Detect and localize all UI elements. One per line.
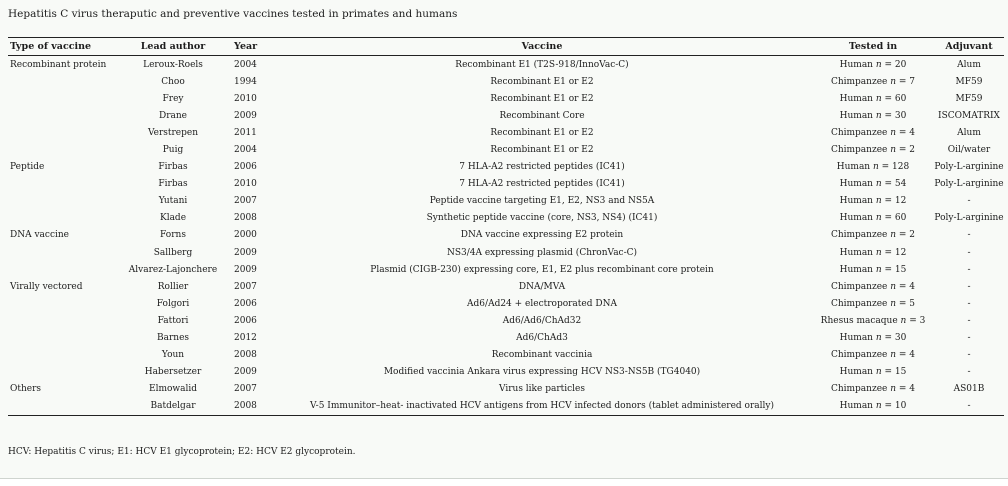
- cell-author: Youn: [161, 350, 185, 361]
- cell-adjuvant: MF59: [955, 76, 983, 87]
- cell-vaccine: 7 HLA-A2 restricted peptides (IC41): [459, 179, 625, 190]
- cell-author: Klade: [159, 213, 187, 224]
- table-row: [8, 90, 1004, 107]
- cell-tested: Chimpanzee n = 2: [830, 145, 916, 156]
- cell-vaccine: Recombinant E1 or E2: [490, 145, 594, 156]
- cell-adjuvant: -: [967, 350, 971, 361]
- cell-year: 2004: [234, 145, 257, 156]
- cell-type: Virally vectored: [10, 281, 83, 292]
- cell-author: Leroux-Roels: [143, 59, 203, 70]
- header-tested: Tested in: [812, 38, 934, 56]
- cell-year: 2010: [234, 93, 257, 104]
- cell-type: [8, 73, 118, 90]
- cell-adjuvant: -: [967, 367, 971, 378]
- cell-type: [8, 193, 118, 210]
- header-vaccine: Vaccine: [272, 38, 812, 56]
- cell-vaccine: Ad6/Ad6/ChAd32: [502, 315, 582, 326]
- cell-tested: Chimpanzee n = 4: [830, 350, 916, 361]
- cell-year: 2007: [234, 196, 257, 207]
- cell-adjuvant: Poly-L-arginine: [934, 179, 1004, 190]
- cell-type: [8, 364, 118, 381]
- table-caption: Hepatitis C virus theraputic and preventive vaccines tested in primates and humans: [8, 8, 458, 20]
- cell-vaccine: Peptide vaccine targeting E1, E2, NS3 and NS5A: [429, 196, 655, 207]
- cell-adjuvant: AS01B: [953, 384, 985, 395]
- cell-year: 2009: [234, 247, 257, 258]
- table-row: [8, 176, 1004, 193]
- cell-tested: Human n = 128: [836, 162, 910, 173]
- cell-adjuvant: -: [934, 398, 1004, 416]
- cell-tested: Human n = 60: [839, 213, 907, 224]
- table-row: [8, 381, 1004, 398]
- cell-year: 2004: [234, 59, 257, 70]
- cell-vaccine: Virus like particles: [499, 384, 585, 395]
- cell-adjuvant: -: [967, 196, 971, 207]
- table-row: [8, 227, 1004, 244]
- cell-vaccine: Recombinant E1 or E2: [490, 76, 594, 87]
- cell-year: 2006: [234, 298, 257, 309]
- cell-year: 2009: [234, 367, 257, 378]
- table-row: [8, 398, 1004, 416]
- cell-tested: Human n = 10: [812, 398, 934, 416]
- table-row: [8, 364, 1004, 381]
- cell-adjuvant: ISCOMATRIX: [938, 110, 1000, 121]
- cell-year: 2009: [234, 264, 257, 275]
- table-row: [8, 210, 1004, 227]
- table-row: [8, 312, 1004, 329]
- cell-tested: Chimpanzee n = 7: [830, 76, 916, 87]
- cell-tested: Rhesus macaque n = 3: [820, 315, 926, 326]
- cell-adjuvant: -: [967, 281, 971, 292]
- cell-author: Elmowalid: [149, 384, 197, 395]
- table-row: [8, 347, 1004, 364]
- cell-vaccine: Synthetic peptide vaccine (core, NS3, NS4) (IC41): [426, 213, 658, 224]
- cell-type: [8, 90, 118, 107]
- cell-vaccine: Plasmid (CIGB-230) expressing core, E1, E2 plus recombinant core protein: [370, 264, 714, 275]
- cell-adjuvant: Alum: [957, 59, 981, 70]
- cell-adjuvant: -: [967, 264, 971, 275]
- cell-type: [8, 124, 118, 141]
- table-row: [8, 261, 1004, 278]
- cell-year: 2008: [234, 213, 257, 224]
- cell-year: 2006: [234, 315, 257, 326]
- cell-type: [8, 141, 118, 158]
- cell-type: [8, 261, 118, 278]
- cell-tested: Chimpanzee n = 5: [830, 298, 916, 309]
- cell-author: Forns: [160, 230, 186, 241]
- header-type: Type of vaccine: [8, 38, 118, 56]
- cell-author: Fattori: [157, 315, 189, 326]
- cell-author: Sallberg: [153, 247, 193, 258]
- cell-adjuvant: -: [967, 247, 971, 258]
- cell-vaccine: NS3/4A expressing plasmid (ChronVac-C): [446, 247, 638, 258]
- cell-tested: Chimpanzee n = 4: [830, 281, 916, 292]
- cell-adjuvant: MF59: [955, 93, 983, 104]
- cell-year: 2011: [234, 127, 257, 138]
- cell-type: [8, 210, 118, 227]
- cell-year: 2012: [234, 333, 257, 344]
- cell-adjuvant: -: [967, 333, 971, 344]
- cell-type: [8, 312, 118, 329]
- cell-tested: Human n = 54: [839, 179, 907, 190]
- table-row: [8, 278, 1004, 295]
- table-row: [8, 295, 1004, 312]
- cell-tested: Human n = 30: [839, 333, 907, 344]
- cell-vaccine: Recombinant E1 (T2S-918/InnoVac-C): [455, 59, 629, 70]
- cell-tested: Human n = 30: [839, 110, 907, 121]
- header-author: Lead author: [118, 38, 228, 56]
- cell-type: [8, 398, 118, 416]
- header-year: Year: [228, 38, 272, 56]
- cell-author: Drane: [158, 110, 187, 121]
- cell-type: [8, 244, 118, 261]
- cell-year: 1994: [234, 76, 257, 87]
- cell-year: 2007: [234, 384, 257, 395]
- cell-year: 2008: [228, 398, 272, 416]
- cell-adjuvant: -: [967, 298, 971, 309]
- cell-year: 2000: [234, 230, 257, 241]
- cell-year: 2010: [234, 179, 257, 190]
- cell-author: Puig: [162, 145, 184, 156]
- table-row: [8, 193, 1004, 210]
- cell-vaccine: 7 HLA-A2 restricted peptides (IC41): [459, 162, 625, 173]
- cell-tested: Chimpanzee n = 4: [830, 127, 916, 138]
- cell-year: 2006: [234, 162, 257, 173]
- table-row: [8, 330, 1004, 347]
- cell-author: Rollier: [157, 281, 189, 292]
- cell-author: Folgori: [156, 298, 190, 309]
- table-row: [8, 107, 1004, 124]
- cell-type: Peptide: [10, 162, 45, 173]
- vaccine-table: [8, 37, 1004, 416]
- table-row: [8, 73, 1004, 90]
- cell-vaccine: V-5 Immunitor–heat- inactivated HCV antigens from HCV infected donors (tablet administered orally): [272, 398, 812, 416]
- cell-author: Firbas: [158, 179, 188, 190]
- cell-author: Verstrepen: [147, 127, 199, 138]
- cell-vaccine: Recombinant E1 or E2: [490, 127, 594, 138]
- cell-author: Barnes: [156, 333, 190, 344]
- cell-year: 2009: [234, 110, 257, 121]
- header-adjuvant: Adjuvant: [934, 38, 1004, 56]
- cell-vaccine: Ad6/Ad24 + electroporated DNA: [467, 298, 617, 309]
- cell-adjuvant: Poly-L-arginine: [934, 213, 1004, 224]
- cell-type: [8, 330, 118, 347]
- table-row: [8, 244, 1004, 261]
- header-row: [8, 38, 1004, 56]
- cell-vaccine: DNA/MVA: [518, 281, 566, 292]
- cell-tested: Human n = 20: [839, 59, 907, 70]
- cell-tested: Chimpanzee n = 2: [830, 230, 916, 241]
- cell-adjuvant: Alum: [957, 127, 981, 138]
- cell-vaccine: Ad6/ChAd3: [516, 333, 568, 344]
- cell-adjuvant: -: [967, 230, 971, 241]
- cell-author: Frey: [162, 93, 184, 104]
- cell-type: [8, 347, 118, 364]
- cell-adjuvant: Poly-L-arginine: [934, 162, 1004, 173]
- cell-vaccine: DNA vaccine expressing E2 protein: [460, 230, 624, 241]
- cell-vaccine: Recombinant E1 or E2: [490, 93, 594, 104]
- cell-type: [8, 176, 118, 193]
- cell-year: 2008: [234, 350, 257, 361]
- table-footnote: HCV: Hepatitis C virus; E1: HCV E1 glycoprotein; E2: HCV E2 glycoprotein.: [8, 447, 356, 457]
- cell-year: 2007: [234, 281, 257, 292]
- table-row: [8, 56, 1004, 74]
- cell-vaccine: Recombinant vaccinia: [491, 350, 593, 361]
- cell-author: Batdelgar: [118, 398, 228, 416]
- cell-author: Alvarez-Lajonchere: [128, 264, 218, 275]
- cell-tested: Human n = 60: [839, 93, 907, 104]
- table-row: [8, 159, 1004, 176]
- table-row: [8, 124, 1004, 141]
- bottom-band: [0, 479, 1008, 486]
- cell-tested: Human n = 15: [839, 367, 907, 378]
- cell-author: Yutani: [158, 196, 188, 207]
- cell-type: [8, 107, 118, 124]
- cell-author: Habersetzer: [144, 367, 202, 378]
- cell-adjuvant: Oil/water: [947, 145, 991, 156]
- cell-type: Others: [10, 384, 42, 395]
- cell-tested: Human n = 12: [839, 247, 907, 258]
- cell-vaccine: Recombinant Core: [499, 110, 585, 121]
- cell-tested: Chimpanzee n = 4: [830, 384, 916, 395]
- cell-type: [8, 295, 118, 312]
- table-row: [8, 141, 1004, 158]
- cell-type: Recombinant protein: [10, 59, 107, 70]
- cell-author: Firbas: [158, 162, 188, 173]
- cell-author: Choo: [161, 76, 185, 87]
- cell-vaccine: Modified vaccinia Ankara virus expressing HCV NS3-NS5B (TG4040): [383, 367, 701, 378]
- cell-adjuvant: -: [967, 315, 971, 326]
- cell-type: DNA vaccine: [10, 230, 69, 241]
- cell-tested: Human n = 15: [839, 264, 907, 275]
- cell-tested: Human n = 12: [839, 196, 907, 207]
